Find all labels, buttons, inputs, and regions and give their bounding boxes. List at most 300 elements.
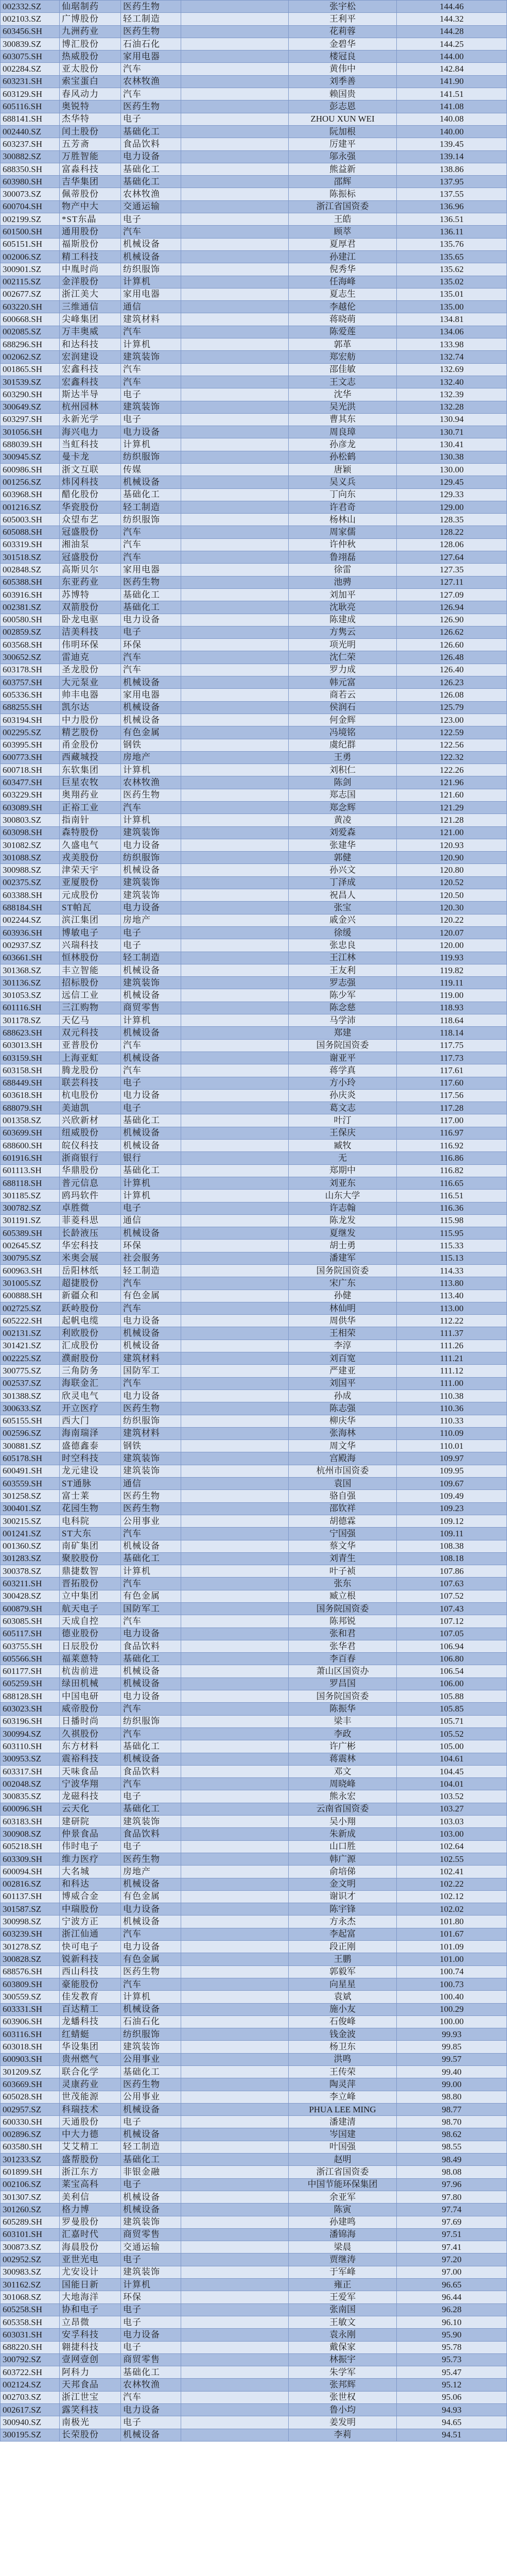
cell-industry: 家用电器 [121,50,181,63]
cell-stock-code: 603388.SH [1,889,60,902]
cell-stock-code: 603196.SH [1,1715,60,1727]
table-row [1,226,507,238]
table-row [1,626,507,638]
table-row [1,488,507,501]
cell-controller: 丁泽成 [289,876,397,889]
cell-value: 118.64 [397,1014,507,1027]
cell-controller: 胡德霖 [289,1515,397,1527]
cell-value: 109.11 [397,1528,507,1540]
cell-value: 130.41 [397,438,507,451]
cell-value: 98.62 [397,2128,507,2141]
cell-blank [181,1903,289,1916]
cell-blank [181,501,289,513]
cell-company-name: 威帝股份 [60,1703,121,1715]
cell-company-name: 天通股份 [60,2116,121,2128]
cell-value: 97.00 [397,2266,507,2278]
cell-value: 123.00 [397,714,507,726]
cell-industry: 轻工制造 [121,952,181,964]
cell-stock-code: 603936.SH [1,926,60,939]
cell-value: 116.82 [397,1164,507,1177]
cell-value: 104.61 [397,1753,507,1765]
cell-stock-code: 603116.SH [1,2028,60,2041]
cell-value: 106.94 [397,1640,507,1652]
cell-company-name: 立昂微 [60,2316,121,2328]
cell-blank [181,1690,289,1703]
table-row [1,2316,507,2328]
cell-stock-code: 603129.SH [1,88,60,100]
cell-stock-code: 601116.SH [1,1002,60,1014]
cell-company-name: 亚世光电 [60,2253,121,2266]
cell-company-name: 电科院 [60,1515,121,1527]
cell-stock-code: 002596.SZ [1,1427,60,1439]
cell-controller: 张东 [289,1578,397,1590]
cell-company-name: 万胜智能 [60,150,121,163]
table-row [1,1703,507,1715]
cell-blank [181,1740,289,1753]
cell-stock-code: 605258.SH [1,2303,60,2316]
cell-company-name: 红蜻蜓 [60,2028,121,2041]
cell-stock-code: 688118.SH [1,1177,60,1189]
cell-blank [181,514,289,526]
cell-industry: 计算机 [121,2279,181,2291]
table-row [1,1578,507,1590]
cell-industry: 汽车 [121,1615,181,1628]
cell-controller: 国务院国资委 [289,1603,397,1615]
cell-industry: 电子 [121,113,181,125]
cell-blank [181,1953,289,1965]
cell-stock-code: 600668.SH [1,313,60,326]
cell-value: 119.93 [397,952,507,964]
cell-value: 119.11 [397,977,507,989]
cell-value: 100.40 [397,1991,507,2003]
cell-blank [181,2341,289,2353]
cell-blank [181,1790,289,1803]
cell-company-name: 富士莱 [60,1490,121,1502]
cell-company-name: 恒林股份 [60,952,121,964]
cell-controller: 陈少军 [289,989,397,1002]
table-row [1,2053,507,2065]
cell-value: 97.69 [397,2216,507,2228]
cell-blank [181,1677,289,1690]
cell-stock-code: 002957.SZ [1,2103,60,2115]
cell-company-name: 众望布艺 [60,514,121,526]
cell-value: 108.18 [397,1552,507,1565]
cell-value: 110.01 [397,1440,507,1452]
table-row [1,852,507,864]
cell-controller: 赖国贵 [289,88,397,100]
cell-industry: 机械设备 [121,2003,181,2015]
cell-blank [181,50,289,63]
table-row [1,1853,507,1865]
cell-company-name: 德业股份 [60,1628,121,1640]
cell-industry: 食品饮料 [121,1828,181,1840]
cell-stock-code: 301082.SZ [1,839,60,851]
cell-industry: 汽车 [121,376,181,388]
table-row [1,2353,507,2366]
cell-blank [181,2191,289,2203]
cell-company-name: 航天电子 [60,1603,121,1615]
cell-blank [181,964,289,976]
cell-company-name: 当虹科技 [60,438,121,451]
table-row [1,88,507,100]
cell-controller: 任海峰 [289,276,397,288]
cell-industry: 通信 [121,301,181,313]
cell-controller: 罗昌国 [289,1677,397,1690]
cell-industry: 建筑材料 [121,1352,181,1365]
cell-blank [181,1027,289,1039]
table-row [1,1478,507,1490]
cell-controller: 黄伟中 [289,63,397,75]
table-row [1,276,507,288]
cell-company-name: 绿田机械 [60,1677,121,1690]
cell-controller: 周供华 [289,1315,397,1327]
cell-industry: 房地产 [121,914,181,926]
table-row [1,1778,507,1790]
cell-stock-code: 300940.SZ [1,2416,60,2429]
cell-controller: 胡士勇 [289,1240,397,1252]
cell-stock-code: 300998.SZ [1,1916,60,1928]
cell-company-name: 灵康药业 [60,2078,121,2091]
cell-value: 126.90 [397,614,507,626]
cell-industry: 汽车 [121,802,181,814]
cell-company-name: 大元泵业 [60,676,121,689]
cell-company-name: 吉华集团 [60,176,121,188]
cell-stock-code: 603456.SH [1,25,60,38]
cell-value: 132.39 [397,388,507,401]
table-row [1,1665,507,1677]
cell-company-name: 起帆电缆 [60,1315,121,1327]
cell-blank [181,1978,289,1990]
cell-blank [181,1152,289,1164]
cell-value: 141.08 [397,100,507,113]
cell-controller: 周家儒 [289,526,397,538]
cell-industry: 传媒 [121,463,181,476]
cell-controller: 潘建清 [289,2116,397,2128]
cell-company-name: 正裕工业 [60,802,121,814]
cell-company-name: 热威股份 [60,50,121,63]
cell-controller: 雍正 [289,2279,397,2291]
cell-value: 98.55 [397,2141,507,2153]
cell-controller: 王利平 [289,13,397,25]
cell-industry: 农林牧渔 [121,2379,181,2391]
cell-stock-code: 301178.SZ [1,1014,60,1027]
cell-industry: 机械设备 [121,1753,181,1765]
cell-controller: 罗志强 [289,977,397,989]
cell-controller: 刘加平 [289,588,397,601]
cell-value: 119.82 [397,964,507,976]
table-row [1,1164,507,1177]
cell-value: 116.65 [397,1177,507,1189]
cell-industry: 机械设备 [121,701,181,714]
cell-industry: 电力设备 [121,2404,181,2416]
cell-company-name: 佩蒂股份 [60,188,121,200]
cell-value: 113.40 [397,1290,507,1302]
cell-company-name: 高斯贝尔 [60,564,121,576]
cell-stock-code: 603085.SH [1,1615,60,1628]
table-row [1,1415,507,1427]
cell-value: 127.09 [397,588,507,601]
table-row [1,2416,507,2429]
cell-stock-code: 300782.SZ [1,1202,60,1214]
cell-company-name: 广博股份 [60,13,121,25]
cell-value: 129.33 [397,488,507,501]
cell-industry: 家用电器 [121,689,181,701]
cell-value: 135.62 [397,263,507,276]
cell-blank [181,2015,289,2028]
table-row [1,1953,507,1965]
cell-value: 137.55 [397,188,507,200]
cell-stock-code: 301587.SZ [1,1903,60,1916]
cell-blank [181,1778,289,1790]
cell-controller: 张华君 [289,1640,397,1652]
cell-blank [181,2028,289,2041]
cell-controller: 张忠良 [289,939,397,952]
cell-blank [181,1240,289,1252]
cell-stock-code: 301136.SZ [1,977,60,989]
cell-company-name: 指南针 [60,814,121,826]
cell-controller: 骆自强 [289,1490,397,1502]
cell-company-name: 普元信息 [60,1177,121,1189]
cell-blank [181,213,289,226]
cell-blank [181,2065,289,2078]
cell-company-name: 湘油泵 [60,538,121,551]
cell-stock-code: 300775.SZ [1,1365,60,1377]
cell-industry: 建筑装饰 [121,401,181,413]
cell-stock-code: 002085.SZ [1,326,60,338]
cell-blank [181,25,289,38]
cell-company-name: 久盛电气 [60,839,121,851]
cell-value: 137.95 [397,176,507,188]
cell-controller: 金碧华 [289,38,397,50]
cell-stock-code: 603194.SH [1,714,60,726]
cell-stock-code: 002677.SZ [1,288,60,300]
cell-industry: 机械设备 [121,1227,181,1240]
cell-company-name: 卓胜微 [60,1202,121,1214]
cell-value: 99.00 [397,2078,507,2091]
cell-industry: 电子 [121,2416,181,2429]
cell-company-name: 尤安设计 [60,2266,121,2278]
cell-value: 106.54 [397,1665,507,1677]
cell-controller: 孙健 [289,1290,397,1302]
table-row [1,1965,507,1978]
cell-industry: 电子 [121,2341,181,2353]
cell-value: 116.97 [397,1127,507,1139]
cell-blank [181,1628,289,1640]
cell-controller: 楼冠良 [289,50,397,63]
cell-company-name: 浙江世宝 [60,2391,121,2403]
cell-controller: 郑期中 [289,1164,397,1177]
cell-controller: PHUA LEE MING [289,2103,397,2115]
cell-company-name: 纽威股份 [60,1127,121,1139]
cell-value: 99.40 [397,2065,507,2078]
table-row [1,739,507,751]
cell-blank [181,1315,289,1327]
cell-company-name: 杭齿前进 [60,1665,121,1677]
cell-blank [181,401,289,413]
cell-company-name: 宏润建设 [60,351,121,363]
cell-stock-code: 605178.SH [1,1452,60,1465]
cell-stock-code: 002859.SZ [1,626,60,638]
cell-company-name: 锐新科技 [60,1953,121,1965]
cell-stock-code: 688623.SH [1,1027,60,1039]
cell-value: 132.69 [397,363,507,376]
table-row [1,1653,507,1665]
cell-blank [181,1190,289,1202]
cell-blank [181,751,289,764]
cell-blank [181,1928,289,1940]
cell-controller: 吴光洪 [289,401,397,413]
cell-stock-code: 002896.SZ [1,2128,60,2141]
table-row [1,1890,507,1903]
cell-blank [181,664,289,676]
cell-controller: 唐颖 [289,463,397,476]
cell-stock-code: 603159.SH [1,1052,60,1064]
cell-stock-code: 301162.SZ [1,2279,60,2291]
cell-stock-code: 603229.SH [1,789,60,801]
cell-value: 110.33 [397,1415,507,1427]
cell-controller: 项光明 [289,639,397,651]
cell-industry: 汽车 [121,1277,181,1290]
cell-value: 100.74 [397,1965,507,1978]
cell-company-name: 杭州园林 [60,401,121,413]
cell-blank [181,1415,289,1427]
cell-blank [181,63,289,75]
cell-company-name: 龙蟠科技 [60,2015,121,2028]
cell-industry: 电力设备 [121,1315,181,1327]
cell-blank [181,1114,289,1127]
cell-company-name: 龙元建设 [60,1465,121,1477]
cell-company-name: 伟明环保 [60,639,121,651]
cell-industry: 基础化工 [121,1552,181,1565]
cell-controller: 孙庆炎 [289,1089,397,1101]
cell-stock-code: 603237.SH [1,138,60,150]
cell-value: 117.61 [397,1064,507,1077]
cell-industry: 机械设备 [121,1340,181,1352]
cell-industry: 机械设备 [121,1027,181,1039]
cell-blank [181,588,289,601]
cell-value: 95.90 [397,2329,507,2341]
cell-blank [181,1002,289,1014]
cell-blank [181,826,289,839]
cell-blank [181,351,289,363]
cell-controller: 夏继发 [289,1227,397,1240]
cell-company-name: 鸥玛软件 [60,1190,121,1202]
cell-industry: 机械设备 [121,989,181,1002]
cell-company-name: 罗曼股份 [60,2216,121,2228]
cell-company-name: 安孚科技 [60,2329,121,2341]
cell-blank [181,38,289,50]
cell-company-name: 欣灵电气 [60,1389,121,1402]
table-row [1,1828,507,1840]
cell-controller: 何金辉 [289,714,397,726]
cell-blank [181,2329,289,2341]
cell-industry: 食品饮料 [121,138,181,150]
cell-value: 115.13 [397,1252,507,1264]
cell-company-name: 华设集团 [60,2041,121,2053]
cell-company-name: 斯达半导 [60,388,121,401]
cell-value: 111.00 [397,1377,507,1389]
table-row [1,363,507,376]
table-row [1,2429,507,2441]
cell-value: 136.96 [397,200,507,213]
cell-stock-code: 301307.SZ [1,2191,60,2203]
cell-industry: 汽车 [121,1928,181,1940]
cell-blank [181,1916,289,1928]
table-row [1,814,507,826]
cell-stock-code: 603968.SH [1,488,60,501]
cell-controller: 谢识才 [289,1890,397,1903]
cell-industry: 纺织服饰 [121,263,181,276]
cell-company-name: 国能日新 [60,2279,121,2291]
cell-stock-code: 603757.SH [1,676,60,689]
cell-stock-code: 600888.SH [1,1290,60,1302]
cell-industry: 建筑装饰 [121,2041,181,2053]
stock-table-body [1,1,507,2442]
table-row [1,614,507,626]
cell-company-name: 海南瑞泽 [60,1427,121,1439]
cell-blank [181,75,289,88]
cell-company-name: 龙磁科技 [60,1790,121,1803]
cell-industry: 机械设备 [121,1665,181,1677]
cell-controller: 孙建江 [289,250,397,263]
cell-company-name: 九洲药业 [60,25,121,38]
cell-controller: 周良璋 [289,426,397,438]
table-row [1,401,507,413]
cell-stock-code: 002381.SZ [1,601,60,614]
cell-stock-code: 603290.SH [1,388,60,401]
cell-controller: 李越伦 [289,301,397,313]
cell-company-name: 元成股份 [60,889,121,902]
cell-blank [181,1227,289,1240]
cell-company-name: 冠盛股份 [60,526,121,538]
cell-company-name: 西大门 [60,1415,121,1427]
table-row [1,2391,507,2403]
cell-industry: 机械设备 [121,2191,181,2203]
table-row [1,438,507,451]
cell-stock-code: 300649.SZ [1,401,60,413]
cell-controller: 沈耿亮 [289,601,397,614]
table-row [1,1214,507,1227]
cell-value: 103.03 [397,1816,507,1828]
cell-industry: 电子 [121,1102,181,1114]
table-row [1,1177,507,1189]
table-row [1,1227,507,1240]
cell-industry: 商贸零售 [121,2353,181,2366]
cell-industry: 医药生物 [121,100,181,113]
cell-industry: 建筑材料 [121,1427,181,1439]
cell-blank [181,576,289,588]
cell-industry: 通信 [121,1214,181,1227]
cell-blank [181,989,289,1002]
cell-industry: 电子 [121,2303,181,2316]
cell-company-name: 科瑞技术 [60,2103,121,2115]
cell-value: 127.35 [397,564,507,576]
cell-controller: 段正刚 [289,1941,397,1953]
cell-controller: 陈念慈 [289,1002,397,1014]
table-row [1,864,507,876]
cell-controller: 陶灵萍 [289,2078,397,2091]
cell-blank [181,789,289,801]
table-row [1,2003,507,2015]
cell-value: 128.35 [397,514,507,526]
table-row [1,451,507,463]
cell-industry: 基础化工 [121,1164,181,1177]
cell-stock-code: 002284.SZ [1,63,60,75]
cell-stock-code: 600580.SH [1,614,60,626]
cell-company-name: 莱宝高科 [60,2178,121,2191]
cell-controller: 山口胜 [289,1840,397,1853]
cell-company-name: 浙商银行 [60,1152,121,1164]
